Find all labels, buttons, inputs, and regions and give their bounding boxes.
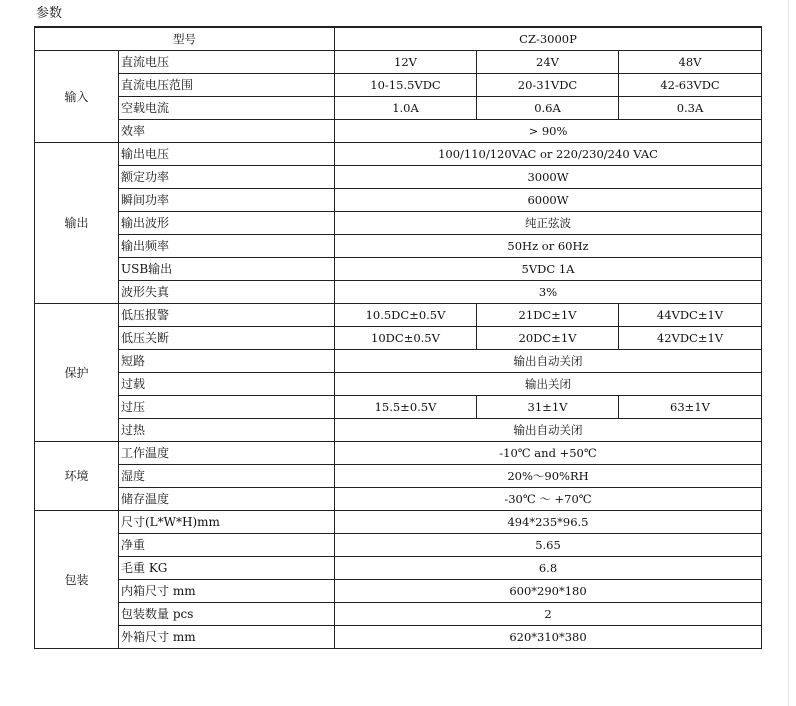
param-value: 48V xyxy=(619,51,762,74)
param-value: 输出自动关闭 xyxy=(335,350,762,373)
table-row xyxy=(35,304,762,327)
table-row xyxy=(35,327,762,350)
param-value: 24V xyxy=(477,51,619,74)
param-value: 100/110/120VAC or 220/230/240 VAC xyxy=(335,143,762,166)
spec-table xyxy=(34,26,762,649)
table-row xyxy=(35,166,762,189)
param-label: 尺寸(L*W*H)mm xyxy=(119,511,335,534)
page-edge-divider xyxy=(788,0,789,706)
section-label-input: 输入 xyxy=(35,51,119,143)
param-value: 20-31VDC xyxy=(477,74,619,97)
param-value: 21DC±1V xyxy=(477,304,619,327)
section-label-protection: 保护 xyxy=(35,304,119,442)
param-label: 短路 xyxy=(119,350,335,373)
param-label: 过载 xyxy=(119,373,335,396)
param-label: 空载电流 xyxy=(119,97,335,120)
param-value: 494*235*96.5 xyxy=(335,511,762,534)
param-label: 净重 xyxy=(119,534,335,557)
table-row xyxy=(35,419,762,442)
param-value: 20DC±1V xyxy=(477,327,619,350)
param-value: -30℃ ～ +70℃ xyxy=(335,488,762,511)
model-row xyxy=(35,27,762,51)
table-row xyxy=(35,51,762,74)
param-value: 0.6A xyxy=(477,97,619,120)
param-value: 纯正弦波 xyxy=(335,212,762,235)
param-value: 12V xyxy=(335,51,477,74)
param-value: 5.65 xyxy=(335,534,762,557)
param-value: 输出关闭 xyxy=(335,373,762,396)
param-value: 600*290*180 xyxy=(335,580,762,603)
param-label: 低压关断 xyxy=(119,327,335,350)
model-value: CZ-3000P xyxy=(335,27,762,51)
param-label: 直流电压 xyxy=(119,51,335,74)
param-value: > 90% xyxy=(335,120,762,143)
param-value: 42-63VDC xyxy=(619,74,762,97)
spec-table-body xyxy=(35,27,762,649)
param-value: 3% xyxy=(335,281,762,304)
param-value: 15.5±0.5V xyxy=(335,396,477,419)
param-label: 输出波形 xyxy=(119,212,335,235)
table-row xyxy=(35,580,762,603)
table-row xyxy=(35,281,762,304)
param-label: 额定功率 xyxy=(119,166,335,189)
param-label: 波形失真 xyxy=(119,281,335,304)
param-label: 过热 xyxy=(119,419,335,442)
param-label: 毛重 KG xyxy=(119,557,335,580)
table-row xyxy=(35,350,762,373)
table-row xyxy=(35,235,762,258)
param-label: 包装数量 pcs xyxy=(119,603,335,626)
param-value: 20%～90%RH xyxy=(335,465,762,488)
param-value: 10-15.5VDC xyxy=(335,74,477,97)
param-value: 6.8 xyxy=(335,557,762,580)
param-value: 1.0A xyxy=(335,97,477,120)
table-row xyxy=(35,97,762,120)
table-row xyxy=(35,396,762,419)
table-row xyxy=(35,488,762,511)
param-label: 输出电压 xyxy=(119,143,335,166)
param-label: USB输出 xyxy=(119,258,335,281)
param-value: 0.3A xyxy=(619,97,762,120)
param-value: 5VDC 1A xyxy=(335,258,762,281)
param-label: 瞬间功率 xyxy=(119,189,335,212)
param-value: 31±1V xyxy=(477,396,619,419)
param-value: -10℃ and +50℃ xyxy=(335,442,762,465)
param-value: 输出自动关闭 xyxy=(335,419,762,442)
param-value: 2 xyxy=(335,603,762,626)
table-row xyxy=(35,212,762,235)
param-value: 44VDC±1V xyxy=(619,304,762,327)
table-row xyxy=(35,442,762,465)
param-value: 50Hz or 60Hz xyxy=(335,235,762,258)
table-row xyxy=(35,143,762,166)
param-value: 6000W xyxy=(335,189,762,212)
section-label-packaging: 包装 xyxy=(35,511,119,649)
param-label: 储存温度 xyxy=(119,488,335,511)
param-value: 10.5DC±0.5V xyxy=(335,304,477,327)
table-row xyxy=(35,626,762,649)
table-row xyxy=(35,511,762,534)
param-value: 10DC±0.5V xyxy=(335,327,477,350)
param-label: 工作温度 xyxy=(119,442,335,465)
section-label-environment: 环境 xyxy=(35,442,119,511)
param-label: 直流电压范围 xyxy=(119,74,335,97)
param-label: 湿度 xyxy=(119,465,335,488)
section-label-output: 输出 xyxy=(35,143,119,304)
param-label: 内箱尺寸 mm xyxy=(119,580,335,603)
table-row xyxy=(35,603,762,626)
param-label: 低压报警 xyxy=(119,304,335,327)
param-label: 外箱尺寸 mm xyxy=(119,626,335,649)
table-row xyxy=(35,373,762,396)
table-row xyxy=(35,258,762,281)
param-value: 63±1V xyxy=(619,396,762,419)
page-title: 参数 xyxy=(36,6,63,21)
param-value: 42VDC±1V xyxy=(619,327,762,350)
table-row xyxy=(35,120,762,143)
param-label: 过压 xyxy=(119,396,335,419)
table-row xyxy=(35,534,762,557)
param-label: 输出频率 xyxy=(119,235,335,258)
table-row xyxy=(35,189,762,212)
param-value: 3000W xyxy=(335,166,762,189)
table-row xyxy=(35,74,762,97)
param-value: 620*310*380 xyxy=(335,626,762,649)
table-row xyxy=(35,557,762,580)
table-row xyxy=(35,465,762,488)
model-label: 型号 xyxy=(35,27,335,51)
param-label: 效率 xyxy=(119,120,335,143)
